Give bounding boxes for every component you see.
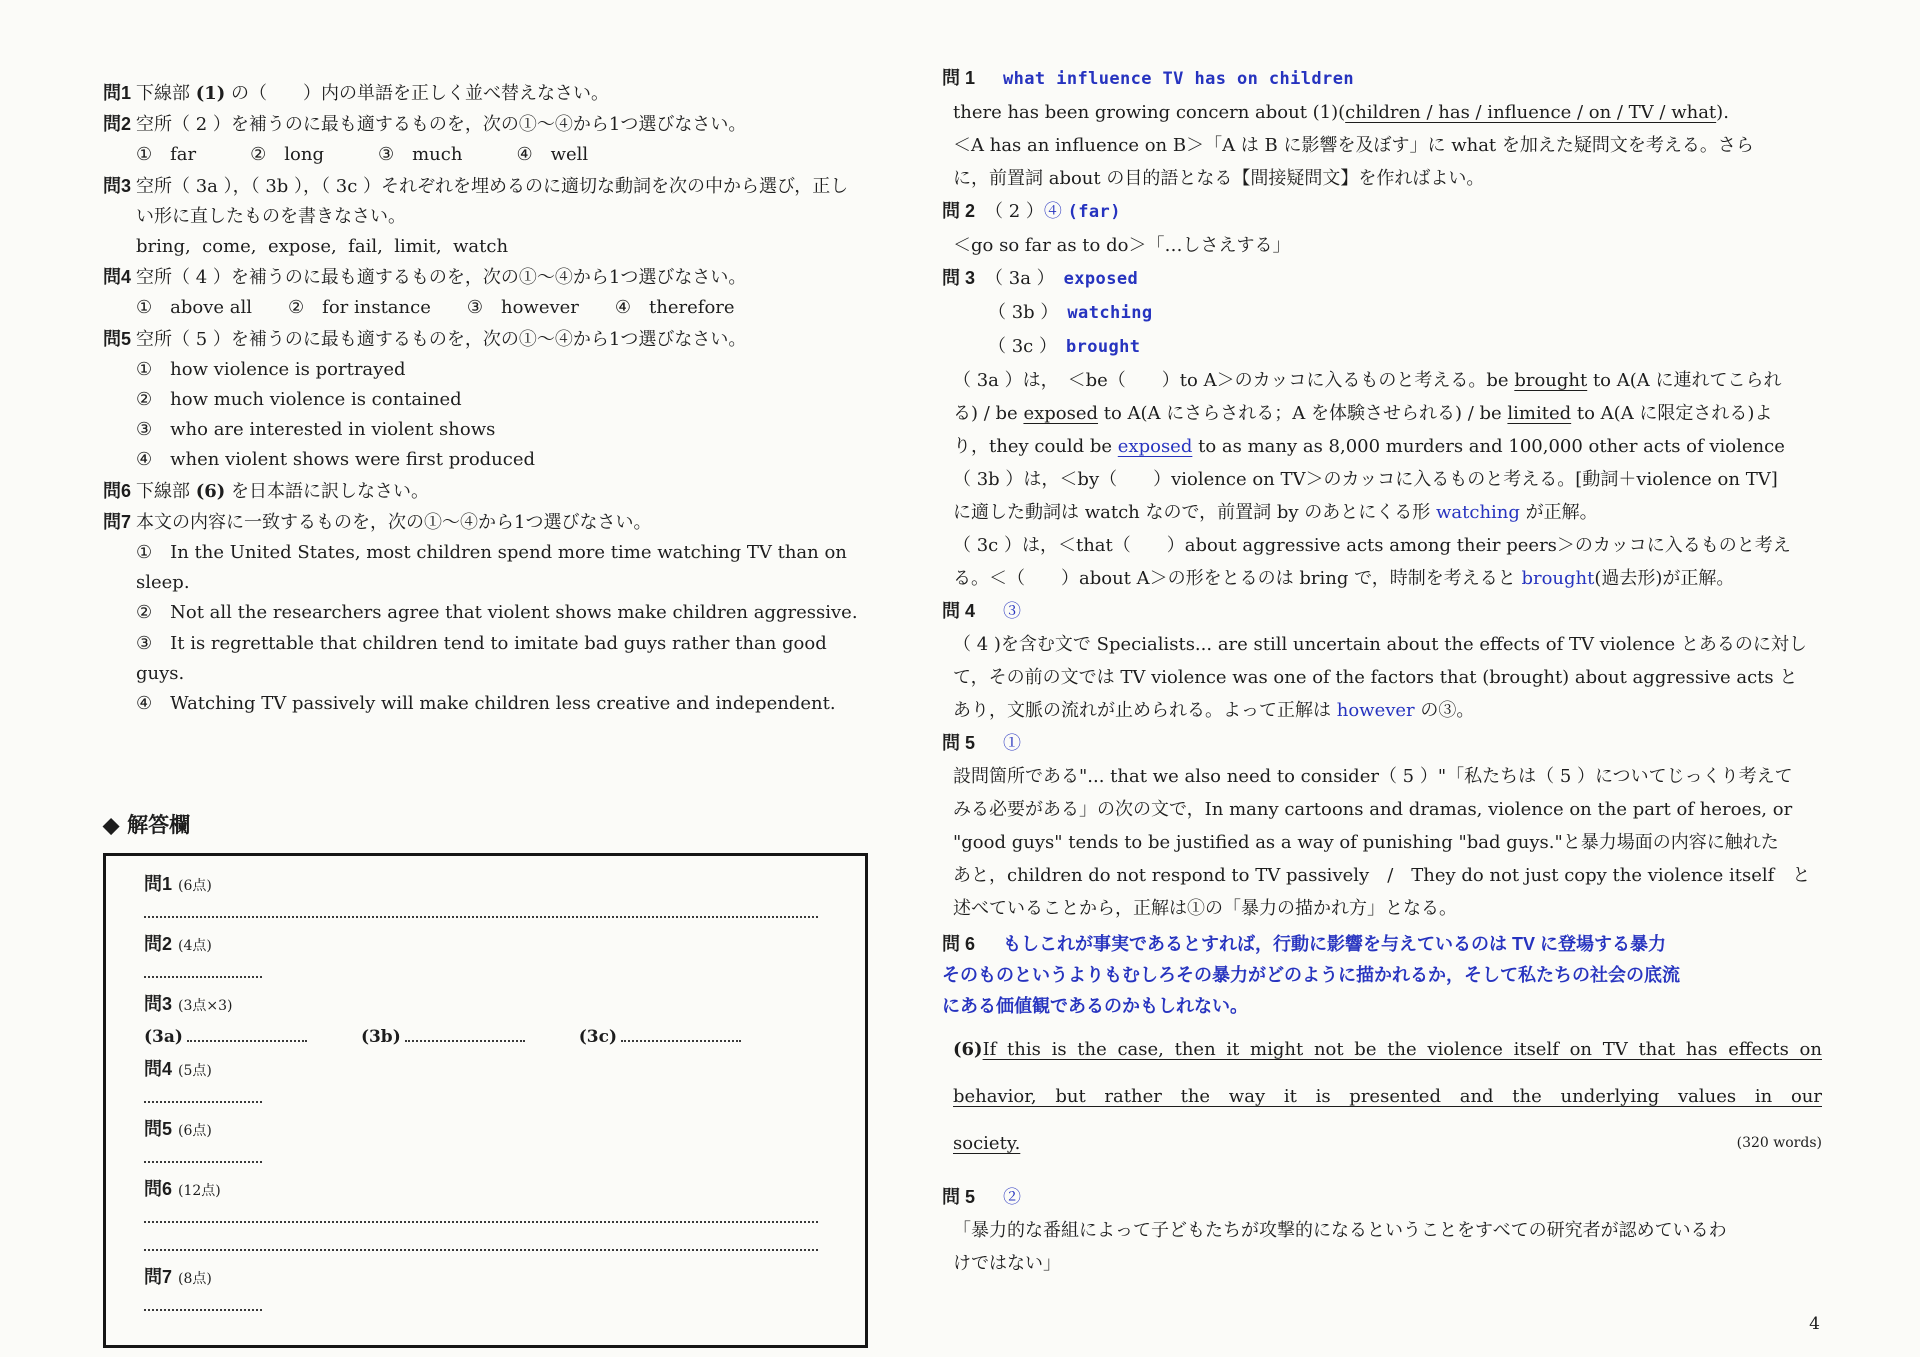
answer-row-points: (3点×3) [178,998,233,1015]
text-segment: 空所（ 4 ）を補うのに最も適するものを，次の①～④から1つ選びなさい。 [136,267,747,289]
text-segment: to as many as 8,000 murders and 100,000 other acts of violence [1192,436,1785,457]
text-segment: exposed [1117,436,1193,457]
text-segment: society. [953,1133,1021,1154]
text-line [103,598,868,628]
text-segment: に適した動詞は watch なので，前置詞 by のあとにくる形 [953,502,1436,523]
text-segment: （ 3a ） [985,268,1064,289]
q6-label: 問6 [103,480,132,501]
answer-row-label [144,1265,839,1291]
a5-answer: ① [1003,733,1022,754]
text-segment: あり，文脈の流れが止められる。よって正解は [953,700,1337,721]
text-line [942,628,1822,661]
text-segment: exposed [1023,403,1099,424]
text-line [942,330,1822,364]
text-line [103,507,868,538]
text-line [103,689,868,719]
text-line [942,929,1822,960]
a4-answer: ③ [1003,601,1022,622]
text-segment: みる必要がある」の次の文で，In many cartoons and dramas, violence on the part of heroes, or [953,799,1793,820]
text-line [942,694,1822,727]
q3-word-bank: bring, come, expose, fail, limit, watch [136,236,509,258]
text-line [103,171,868,202]
q7-option-3: ③ It is regrettable that children tend to imitate bad guys rather than good guys. [136,632,833,684]
answer-row-points: (6点) [178,878,212,895]
answer-section-title [103,809,868,839]
answer-write-line [144,1161,262,1163]
text-line [942,727,1822,760]
text-segment: （ 3a ）は， ＜be（ ）to A＞のカッコに入るものと考える。be [953,370,1515,391]
answer-row-points: (12点) [178,1183,221,1200]
text-segment: limited [1507,403,1572,424]
q5-option-1: ① how violence is portrayed [136,358,406,380]
answer-row-label [144,872,839,898]
text-segment: brought [1514,370,1588,391]
text-segment: 設問箇所である"... that we also need to consider（ 5 ）"「私たちは（ 5 ）についてじっくり考えて [953,766,1793,787]
text-line [942,529,1822,562]
text-segment: "good guys" tends to be justified as a way of punishing "bad guys."と暴力場面の内容に触れた [953,832,1779,853]
text-segment: けではない」 [953,1253,1061,1274]
text-line [103,445,868,475]
text-segment: て，その前の文では TV violence was one of the factors that (brought) about aggressive acts と [953,667,1798,688]
text-segment: （ 3b ） [988,302,1068,323]
text-segment [985,1187,1003,1208]
text-segment [985,601,1003,622]
text-segment: の③。 [1414,700,1475,721]
text-segment: が正解。 [1519,502,1598,523]
text-line [942,129,1822,162]
text-line [942,595,1822,628]
text-segment: る。＜（ ）about A＞の形をとるのは bring で，時制を考えると [953,568,1522,589]
text-segment: 述べていることから，正解は①の「暴力の描かれ方」となる。 [953,898,1457,919]
answer-row-points: (4点) [178,938,212,955]
answer-write-line [144,916,818,918]
text-line [103,629,868,689]
text-line [942,1247,1822,1280]
text-segment [985,733,1003,754]
text-line [103,476,868,507]
text-line [103,293,868,323]
text-line [942,296,1822,330]
text-segment: を日本語に訳しなさい。 [225,480,430,502]
text-segment: にある価値観であるのかもしれない。 [942,996,1248,1016]
answer-row-points: (8点) [178,1271,212,1288]
text-segment: to A(A に限定される)よ [1571,403,1773,424]
answer-row-number: 問3 [144,994,173,1015]
text-segment: ＜A has an influence on B＞「A は B に影響を及ぼす」に what を加えた疑問文を考える。さら [953,135,1754,156]
q3-label: 問3 [103,175,132,196]
answer-row-q3 [144,992,839,1047]
answer-row-q7 [144,1265,839,1311]
answer-write-line [144,1249,818,1251]
answer-row-number: 問5 [144,1119,173,1140]
q1-label: 問1 [103,83,132,103]
left-page-questions [103,0,868,1357]
a3c-answer: brought [1065,337,1141,357]
text-segment: 本文の内容に一致するものを，次の①～④から1つ選びなさい。 [136,511,652,533]
text-line [103,78,868,109]
text-line [103,262,868,293]
text-line [942,162,1822,195]
text-line [942,960,1822,991]
text-line [942,62,1822,96]
answer-row-number: 問1 [144,874,173,895]
answer-write-line [405,1040,525,1042]
a6-source-sentence: If this is the case, then it might not be the violence itself on TV that has effects on [982,1039,1822,1060]
answer-write-line [621,1040,741,1042]
text-line [942,793,1822,826]
text-segment: (1) [195,83,226,104]
text-line [103,324,868,355]
answer-row-label [144,1177,839,1203]
text-line [942,760,1822,793]
q2-options: ① far ② long ③ much ④ well [136,144,589,166]
text-segment: る) / be [953,403,1024,424]
a1-label: 問 1 [942,68,976,88]
text-segment: （ 3b ）は，＜by（ ）violence on TV＞のカッコに入るものと考える。[動詞＋violence on TV] [953,469,1778,490]
text-line [942,1214,1822,1247]
text-segment: (far) [1067,202,1121,222]
text-segment: （ 3c ） [988,336,1066,357]
text-line [103,415,868,445]
text-line [942,430,1822,463]
text-segment: に，前置詞 about の目的語となる【間接疑問文】を作ればよい。 [953,168,1485,189]
q7-option-1: ① In the United States, most children spend more time watching TV than on sleep. [136,542,853,594]
text-line [103,232,868,262]
answer-row-number: 問4 [144,1059,173,1080]
text-segment: そのものというよりもむしろその暴力がどのように描かれるか，そして私たちの社会の底流 [942,965,1680,985]
a3-label: 問 3 [942,268,976,288]
text-segment: behavior, but rather the way it is presented and the underlying values in our [953,1086,1822,1107]
page-number: 4 [1809,1314,1820,1334]
text-segment: あと，children do not respond to TV passively / They do not just copy the violence itself と [953,865,1811,886]
text-segment: 空所（ 5 ）を補うのに最も適するものを，次の①～④から1つ選びなさい。 [136,328,747,350]
q2-label: 問2 [103,114,132,135]
a1-answer: what influence TV has on children [1003,69,1354,89]
text-segment: ). [1716,102,1729,123]
word-count: (320 words) [1736,1135,1822,1151]
text-segment: い形に直したものを書きなさい。 [136,205,406,227]
diamond-icon: ◆ [103,814,120,838]
answer-row-number: 問7 [144,1267,173,1288]
text-segment: 空所（ 2 ）を補うのに最も適するものを，次の①～④から1つ選びなさい。 [136,114,747,136]
q7-label: 問7 [103,511,132,532]
answer-box [103,853,868,1348]
answer-write-line [144,1101,262,1103]
text-line [103,385,868,415]
answer-sub-label: (3c) [578,1027,618,1048]
answer-row-label [144,1117,839,1143]
question-list [103,78,868,719]
text-line [103,355,868,385]
text-segment: 「暴力的な番組によって子どもたちが攻撃的になるということをすべての研究者が認めているわ [953,1220,1727,1241]
text-line [942,892,1822,925]
text-line [103,538,868,598]
text-segment: （ 2 ） [985,201,1044,222]
q5-option-3: ③ who are interested in violent shows [136,419,496,441]
text-segment: brought [1521,568,1595,589]
q4-label: 問4 [103,267,132,288]
text-line [942,1026,1822,1073]
text-segment: however [1336,700,1415,721]
a2-label: 問 2 [942,201,976,221]
answer-section-title-text: 解答欄 [127,814,191,838]
answer-sub-label: (3a) [144,1027,183,1048]
answer-row-number: 問2 [144,934,173,955]
q5-option-4: ④ when violent shows were first produced [136,449,536,471]
answer-sub-field [144,1027,307,1047]
q5-option-2: ② how much violence is contained [136,389,462,411]
text-segment: 下線部 [136,83,196,104]
a3a-answer: exposed [1063,269,1139,289]
text-segment: (6) [953,1039,983,1060]
answer-row-q1 [144,872,839,918]
a6-label: 問 6 [942,934,976,954]
q5-label: 問5 [103,328,132,349]
text-segment: り，they could be [953,436,1118,457]
answer-explanation-list [942,62,1822,1280]
answer-row-q6 [144,1177,839,1251]
answer-row-3abc [144,1027,839,1047]
text-line [942,1120,1822,1167]
text-line [942,496,1822,529]
text-line [942,463,1822,496]
text-segment: ＜go so far as to do＞「…しさえする」 [953,235,1291,256]
answer-row-q4 [144,1057,839,1103]
answer-row-q2 [144,932,839,978]
a3b-answer: watching [1067,303,1153,323]
text-line [942,826,1822,859]
text-segment: there has been growing concern about (1)( [953,102,1346,123]
answer-sub-field [579,1027,741,1047]
text-line [942,195,1822,229]
answer-row-label [144,992,839,1018]
a6-answer: もしこれが事実であるとすれば，行動に影響を与えているのは TV に登場する暴力 [985,934,1667,954]
answer-row-points: (6点) [178,1123,212,1140]
answer-row-label [144,1057,839,1083]
a7-label: 問 5 [942,1187,976,1207]
text-line [942,991,1822,1022]
answer-sub-label: (3b) [360,1027,401,1048]
text-segment: to A(A にさらされる；A を体験させられる) / be [1098,403,1508,424]
answer-write-line [187,1040,307,1042]
text-line [942,96,1822,129]
text-line [942,562,1822,595]
a4-label: 問 4 [942,601,976,621]
text-line [942,397,1822,430]
a5-label: 問 5 [942,733,976,753]
answer-row-number: 問6 [144,1179,173,1200]
answer-row-q5 [144,1117,839,1163]
text-line [103,109,868,140]
text-segment: （ 4 )を含む文で Specialists... are still uncertain about the effects of TV violence とあるのに対し [953,634,1807,655]
text-segment: children / has / influence / on / TV / what [1345,102,1717,123]
a2-answer: ④ [1043,201,1068,222]
answer-write-line [144,1309,262,1311]
text-line [103,202,868,232]
text-line [942,364,1822,397]
q4-options: ① above all ② for instance ③ however ④ therefore [136,297,735,319]
text-line [942,229,1822,262]
text-segment: watching [1435,502,1520,523]
text-line [942,859,1822,892]
text-segment: (6) [195,480,226,502]
q7-option-4: ④ Watching TV passively will make children less creative and independent. [136,693,836,715]
text-segment: の（ ）内の単語を正しく並べ替えなさい。 [225,83,610,104]
text-line [942,262,1822,296]
text-segment: 下線部 [136,480,196,502]
q7-option-2: ② Not all the researchers agree that violent shows make children aggressive. [136,602,858,624]
text-segment: (過去形)が正解。 [1594,568,1735,589]
answer-row-points: (5点) [178,1063,212,1080]
text-line [942,1181,1822,1214]
answer-sub-field [361,1027,525,1047]
text-segment [985,68,1003,89]
text-line [103,140,868,170]
answer-row-label [144,932,839,958]
right-page-answer-key [942,0,1822,1357]
text-segment: to A(A に連れてこられ [1587,370,1782,391]
answer-write-line [144,1221,818,1223]
text-segment: （ 3c ）は，＜that（ ）about aggressive acts among their peers＞のカッコに入るものと考え [953,535,1791,556]
a7-answer: ② [1003,1187,1022,1208]
text-line [942,1073,1822,1120]
answer-write-line [144,976,262,978]
text-segment: 空所（ 3a ），（ 3b ），（ 3c ）それぞれを埋めるのに適切な動詞を次の中から選び，正し [136,175,849,197]
text-line [942,661,1822,694]
